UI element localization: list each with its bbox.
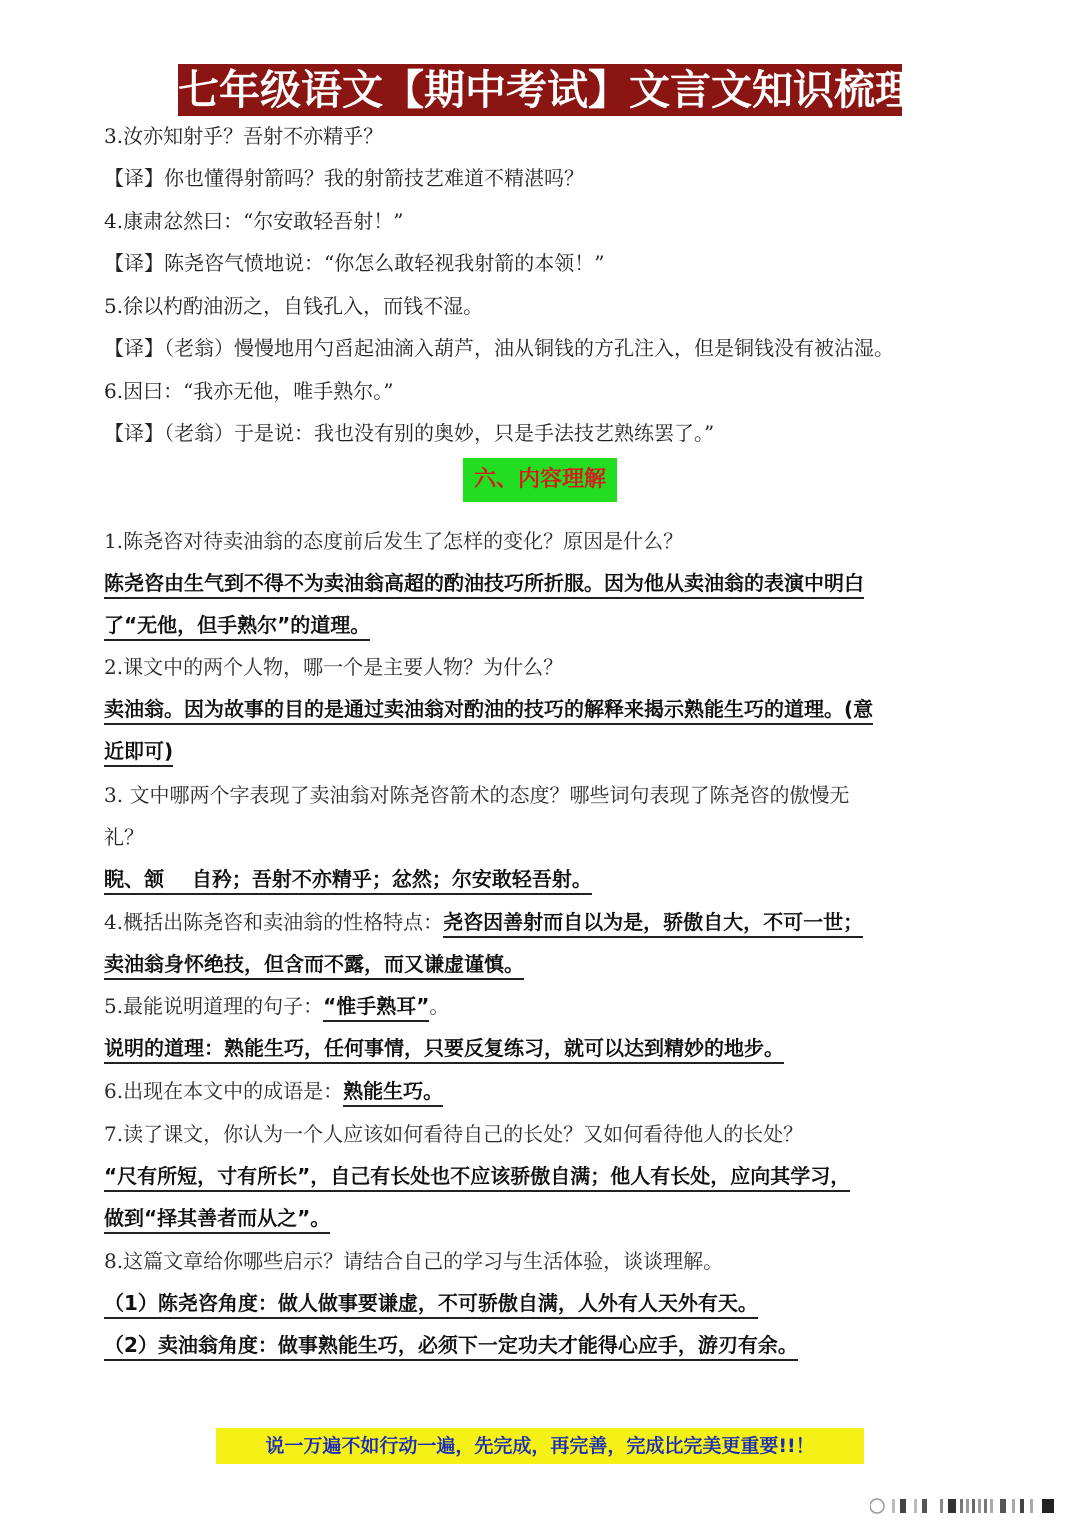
translation-4: 【译】陈尧咨气愤地说：“你怎么敢轻视我射箭的本领！”	[104, 251, 605, 275]
page-title: 七年级语文【期中考试】文言文知识梳理	[178, 66, 916, 114]
answer-7-line-1: “尺有所短，寸有所长”，自己有长处也不应该骄傲自满；他人有长处，应向其学习，	[104, 1164, 850, 1192]
question-3-line-2: 礼？	[104, 825, 144, 849]
translation-6: 【译】（老翁）于是说：我也没有别的奥妙，只是手法技艺熟练罢了。”	[104, 421, 715, 445]
question-8: 8.这篇文章给你哪些启示？请结合自己的学习与生活体验，谈谈理解。	[104, 1249, 724, 1273]
source-sentence-6: 6.因曰：“我亦无他，唯手熟尔。”	[104, 379, 394, 403]
question-5: 5.最能说明道理的句子：	[104, 994, 324, 1018]
question-7: 7.读了课文，你认为一个人应该如何看待自己的长处？又如何看待他人的长处？	[104, 1122, 804, 1146]
answer-7-line-2: 做到“择其善者而从之”。	[104, 1206, 330, 1234]
answer-3: 睨、颔 自矜；吾射不亦精乎；忿然；尔安敢轻吾射。	[104, 867, 592, 895]
answer-2-line-1: 卖油翁。因为故事的目的是通过卖油翁对酌油的技巧的解释来揭示熟能生巧的道理。(意	[104, 697, 873, 725]
answer-1-line-1: 陈尧咨由生气到不得不为卖油翁高超的酌油技巧所折服。因为他从卖油翁的表演中明白	[104, 571, 864, 599]
source-sentence-4: 4.康肃忿然曰：“尔安敢轻吾射！”	[104, 209, 404, 233]
question-6: 6.出现在本文中的成语是：	[104, 1079, 344, 1103]
question-1: 1.陈尧咨对待卖油翁的态度前后发生了怎样的变化？原因是什么？	[104, 529, 684, 553]
watermark-barcode-icon	[870, 1496, 1060, 1516]
source-sentence-3: 3.汝亦知射乎？吾射不亦精乎？	[104, 124, 384, 148]
question-2: 2.课文中的两个人物，哪一个是主要人物？为什么？	[104, 655, 564, 679]
source-sentence-5: 5.徐以杓酌油沥之，自钱孔入，而钱不湿。	[104, 294, 484, 318]
motto-banner: 说一万遍不如行动一遍，先完成，再完善，完成比完美更重要!!！	[216, 1428, 864, 1464]
answer-4-line-2: 卖油翁身怀绝技，但含而不露，而又谦虚谨慎。	[104, 952, 524, 980]
answer-2-line-2: 近即可)	[104, 739, 173, 767]
question-4: 4.概括出陈尧咨和卖油翁的性格特点：	[104, 910, 444, 934]
section-heading: 六、内容理解	[463, 458, 617, 502]
answer-8-part-2: （2）卖油翁角度：做事熟能生巧，必须下一定功夫才能得心应手，游刃有余。	[104, 1333, 798, 1361]
translation-3: 【译】你也懂得射箭吗？我的射箭技艺难道不精湛吗？	[104, 166, 584, 190]
question-3-line-1: 3. 文中哪两个字表现了卖油翁对陈尧咨箭术的态度？哪些词句表现了陈尧咨的傲慢无	[104, 783, 850, 807]
answer-5-line-2: 说明的道理：熟能生巧，任何事情，只要反复练习，就可以达到精妙的地步。	[104, 1036, 784, 1064]
answer-4-line-1: 尧咨因善射而自以为是，骄傲自大，不可一世；	[443, 910, 863, 938]
answer-1-line-2: 了“无他，但手熟尔”的道理。	[104, 613, 370, 641]
answer-8-part-1: （1）陈尧咨角度：做人做事要谦虚，不可骄傲自满，人外有人天外有天。	[104, 1291, 758, 1319]
answer-5-tail: 。	[429, 994, 450, 1018]
answer-5: “惟手熟耳”	[323, 994, 429, 1022]
translation-5: 【译】（老翁）慢慢地用勺舀起油滴入葫芦，油从铜钱的方孔注入，但是铜钱没有被沾湿。	[104, 336, 894, 360]
answer-6: 熟能生巧。	[343, 1079, 443, 1107]
